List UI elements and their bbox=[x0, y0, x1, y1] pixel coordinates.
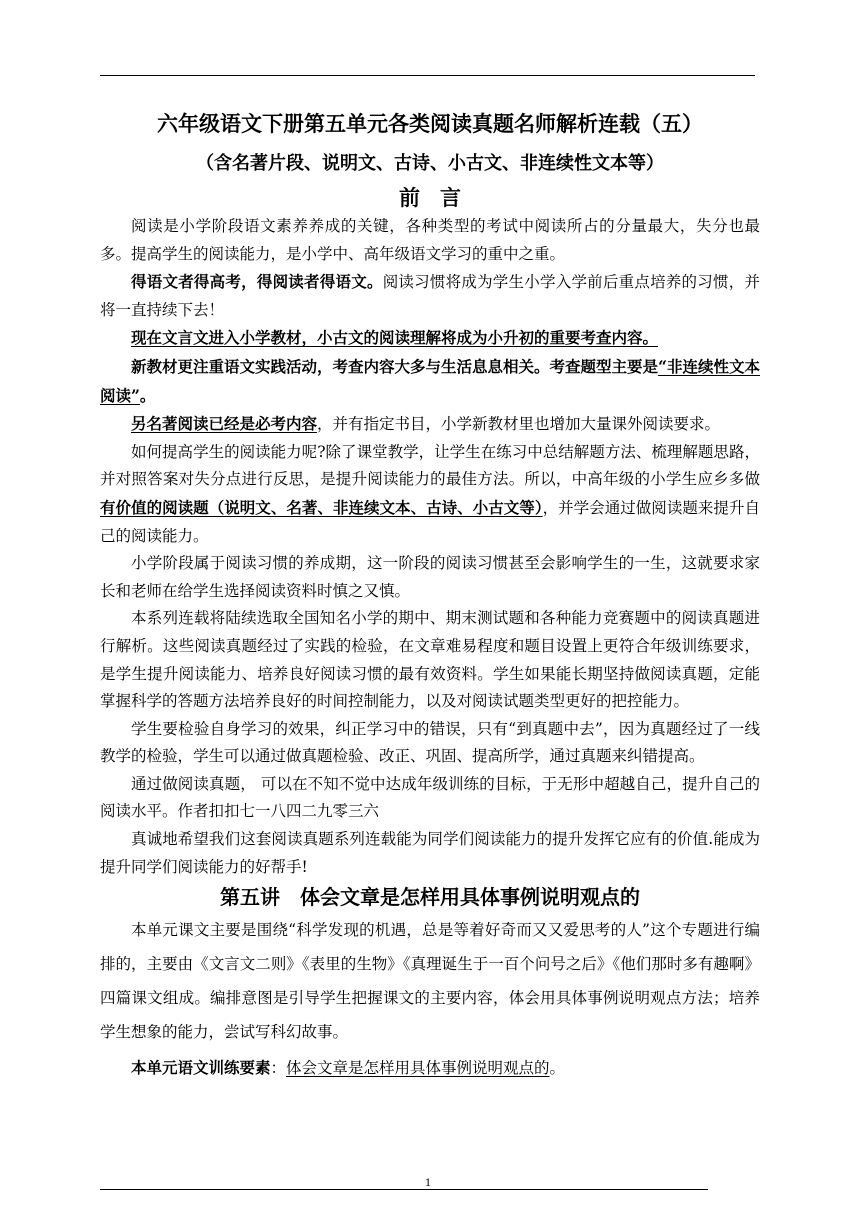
emphasis-text: 得语文者得高考，得阅读者得语文。 bbox=[131, 272, 383, 292]
emphasis-underlined-text: 有价值的阅读题（说明文、名著、非连续文本、古诗、小古文等） bbox=[100, 497, 543, 517]
paragraph-text: 阅读习惯将成为学生小学入学前后重点培养的习惯，并将一直持续下去！ bbox=[100, 273, 760, 319]
lecture-title: 第五讲 体会文章是怎样用具体事例说明观点的 bbox=[220, 885, 640, 910]
unit-intro-paragraph: 本单元课文主要是围绕“科学发现的机遇，总是等着好奇而又又爱思考的人”这个专题进行编排的，主要由《文言文二则》《表里的生物》《真理诞生于一百个问号之后》《他们那时多有趣啊》四篇课文组成。编排意图是引导学生把握课文的主要内容，体会用具体事例说明观点方法；培养学生想象的能力，尝试写科幻故事。 bbox=[100, 921, 760, 1042]
requirement-colon: ： bbox=[270, 1059, 287, 1078]
emphasis-text: 新教材更注重语文实践活动，考查内容大多与生活息息相关。考查题型主要是 bbox=[131, 356, 659, 376]
page-number: 1 bbox=[425, 1178, 432, 1189]
document-subtitle: （含名著片段、说明文、古诗、小古文、非连续性文本等） bbox=[196, 153, 664, 174]
emphasis-underlined-text: “非连续性文本阅读” bbox=[100, 356, 760, 405]
preface-paragraph-5 bbox=[100, 410, 760, 439]
preface-paragraph-3 bbox=[100, 324, 760, 353]
emphasis-underlined-text: 另名著阅读已经是必考内容 bbox=[131, 414, 318, 434]
footer-rule bbox=[100, 1189, 708, 1190]
preface-paragraph-6 bbox=[100, 439, 760, 550]
paragraph-text: ，并有指定书目，小学新教材里也增加大量课外阅读要求。 bbox=[317, 415, 721, 434]
paragraph-text: 如何提高学生的阅读能力呢?除了课堂教学，让学生在练习中总结解题方法、梳理解题思路，并对照答案对失分点进行反思，是提升阅读能力的最佳方法。所以，中高年级的小学生应乡多做 bbox=[100, 442, 760, 489]
preface-paragraph-4 bbox=[100, 353, 760, 410]
requirement-end: 。 bbox=[549, 1059, 566, 1078]
document-title: 六年级语文下册第五单元各类阅读真题名师解析连载（五） bbox=[157, 112, 703, 136]
preface-paragraph-1: 阅读是小学阶段语文素养养成的关键，各种类型的考试中阅读所占的分量最大，失分也最多。提高学生的阅读能力，是小学中、高年级语文学习的重中之重。 bbox=[100, 217, 760, 263]
requirement-text: 体会文章是怎样用具体事例说明观点的 bbox=[286, 1059, 550, 1078]
preface-paragraph-7: 小学阶段属于阅读习惯的养成期，这一阶段的阅读习惯甚至会影响学生的一生，这就要求家长和老师在给学生选择阅读资料时慎之又慎。 bbox=[100, 554, 760, 600]
preface-paragraph-8: 本系列连载将陆续选取全国知名小学的期中、期末测试题和各种能力竞赛题中的阅读真题进行解析。这些阅读真题经过了实践的检验，在文章难易程度和题目设置上更符合年级训练要求，是学生提升阅读能力、培养良好阅读习惯的最有效资料。学生如果能长期坚持做阅读真题，定能掌握科学的答题方法培养良好的时间控制能力，以及对阅读试题类型更好的把控能力。 bbox=[100, 609, 760, 711]
preface-paragraph-11: 真诚地希望我们这套阅读真题系列连载能为同学们阅读能力的提升发挥它应有的价值.能成为提升同学们阅读能力的好帮手! bbox=[100, 830, 760, 876]
paragraph-text: ，并学会通过做阅读题来提升自己的阅读能力。 bbox=[100, 498, 760, 545]
preface-paragraph-9: 学生要检验自身学习的效果，纠正学习中的错误，只有“到真题中去”，因为真题经过了一线教学的检验，学生可以通过做真题检验、改正、巩固、提高所学，通过真题来纠错提高。 bbox=[100, 719, 760, 766]
document-body bbox=[100, 95, 760, 1083]
header-rule bbox=[100, 75, 755, 76]
unit-requirement-paragraph bbox=[100, 1053, 760, 1083]
preface-paragraph-2 bbox=[100, 268, 760, 324]
preface-heading: 前言 bbox=[399, 185, 481, 210]
emphasis-underlined-text: 现在文言文进入小学教材，小古文的阅读理解将成为小升初的重要考查内容。 bbox=[131, 328, 659, 348]
emphasis-text: 。 bbox=[139, 385, 156, 405]
preface-paragraph-10: 通过做阅读真题， 可以在不知不觉中达成年级训练的目标，于无形中超越自己，提升自己的阅读水平。作者扣扣七一八四二九零三六 bbox=[100, 774, 760, 821]
requirement-label: 本单元语文训练要素 bbox=[131, 1058, 271, 1078]
